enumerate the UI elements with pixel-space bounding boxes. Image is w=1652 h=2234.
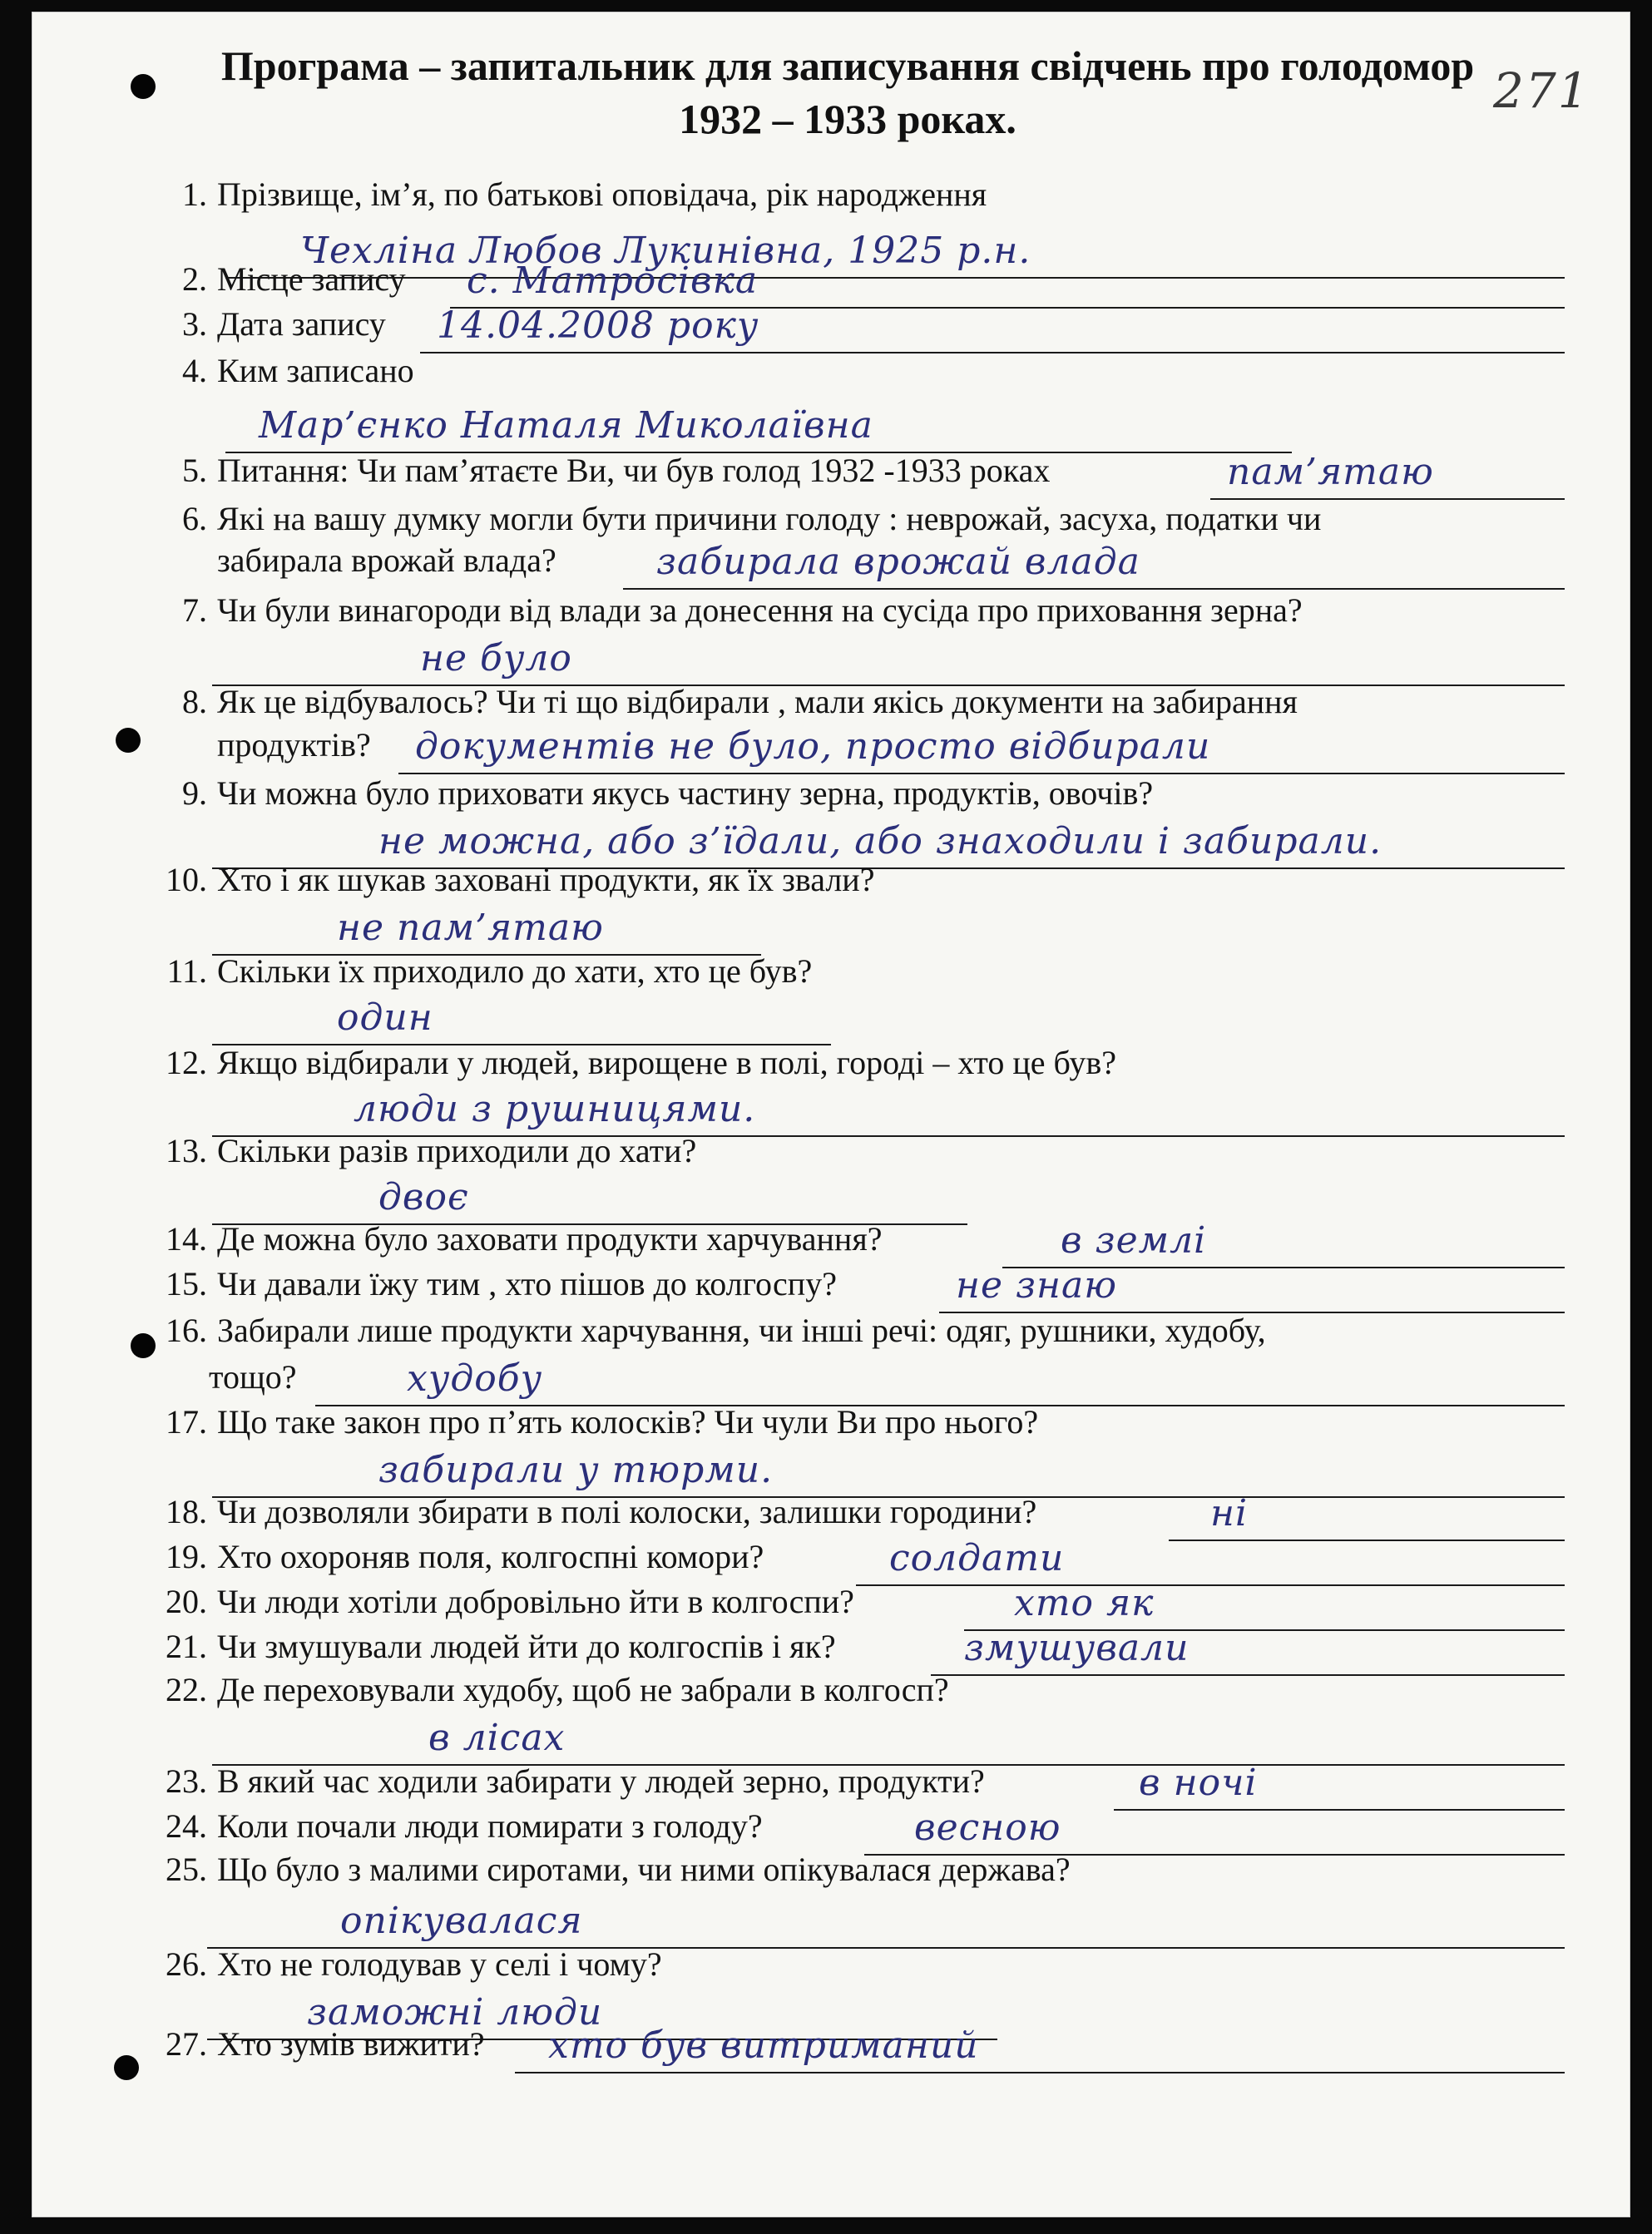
question-number: 13. xyxy=(166,1132,207,1169)
question-text: Як це відбувалось? Чи ті що відбирали , мали якісь документи на забирання xyxy=(217,683,1298,720)
question-18 xyxy=(149,1493,1036,1531)
question-text: Чи можна було приховати якусь частину зерна, продуктів, овочів? xyxy=(217,774,1154,812)
question-24 xyxy=(149,1807,763,1846)
question-text: Хто не голодував у селі і чому? xyxy=(217,1945,662,1983)
answer-handwriting: солдати xyxy=(889,1537,1065,1579)
question-number: 8. xyxy=(182,683,207,720)
question-number: 11. xyxy=(166,952,207,990)
question-27 xyxy=(149,2025,485,2063)
question-text: продуктів? xyxy=(217,726,371,764)
answer-line xyxy=(207,1900,1565,1949)
question-number: 6. xyxy=(182,500,207,537)
punch-hole xyxy=(131,74,156,99)
question-8-continued xyxy=(217,726,371,764)
answer-handwriting: не можна, або з’їдали, або знаходили і забирали. xyxy=(378,820,1382,862)
answer-handwriting: не знаю xyxy=(956,1264,1117,1307)
question-number: 20. xyxy=(166,1583,207,1620)
answer-handwriting: в землі xyxy=(1061,1219,1207,1262)
question-text: В який час ходили забирати у людей зерно, продукти? xyxy=(217,1762,985,1800)
question-text: Хто і як шукав заховані продукти, як їх звали? xyxy=(217,861,875,898)
question-number: 9. xyxy=(182,774,207,812)
question-number: 23. xyxy=(166,1762,207,1800)
answer-line xyxy=(856,1538,1565,1586)
answer-line xyxy=(964,1583,1565,1631)
question-number: 18. xyxy=(166,1493,207,1530)
question-21 xyxy=(149,1628,836,1666)
question-1 xyxy=(149,175,987,214)
punch-hole xyxy=(114,2055,139,2080)
question-17 xyxy=(149,1403,1038,1441)
answer-line xyxy=(212,907,761,956)
answer-handwriting: забирали у тюрми. xyxy=(378,1449,774,1491)
question-number: 2. xyxy=(182,260,207,298)
answer-handwriting: весною xyxy=(914,1806,1061,1849)
question-text: Дата запису xyxy=(217,305,386,343)
question-10 xyxy=(149,861,874,899)
question-text: Коли почали люди помирати з голоду? xyxy=(217,1807,763,1845)
question-13 xyxy=(149,1132,696,1170)
page-number: 271 xyxy=(1493,62,1590,119)
question-text: Що таке закон про п’ять колосків? Чи чули Ви про нього? xyxy=(217,1403,1039,1441)
answer-handwriting: заможні люди xyxy=(307,1991,603,2034)
question-text: Що було з малими сиротами, чи ними опікувалася держава? xyxy=(217,1851,1071,1888)
question-5 xyxy=(149,452,1050,490)
question-number: 10. xyxy=(166,861,207,898)
question-number: 7. xyxy=(182,591,207,629)
answer-handwriting: с. Матросівка xyxy=(467,259,759,302)
answer-line xyxy=(450,260,1565,309)
answer-line xyxy=(1210,452,1565,500)
question-14 xyxy=(149,1220,883,1258)
question-number: 17. xyxy=(166,1403,207,1441)
question-text: Скільки разів приходили до хати? xyxy=(217,1132,697,1169)
question-text: Ким записано xyxy=(217,352,414,389)
question-4 xyxy=(149,352,414,390)
question-15 xyxy=(149,1265,837,1303)
question-9 xyxy=(149,774,1153,813)
answer-handwriting: забирала врожай влада xyxy=(656,541,1140,583)
question-6 xyxy=(149,500,1321,538)
answer-line xyxy=(315,1358,1565,1406)
question-number: 5. xyxy=(182,452,207,489)
answer-handwriting: опікувалася xyxy=(340,1900,583,1942)
questionnaire-page xyxy=(32,12,1630,2217)
question-20 xyxy=(149,1583,854,1621)
question-number: 26. xyxy=(166,1945,207,1983)
answer-line xyxy=(864,1807,1565,1856)
punch-hole xyxy=(116,728,141,753)
question-number: 24. xyxy=(166,1807,207,1845)
answer-line xyxy=(515,2025,1565,2073)
question-7 xyxy=(149,591,1303,630)
question-16-continued xyxy=(209,1358,297,1396)
answer-handwriting: документів не було, просто відбирали xyxy=(415,725,1211,768)
answer-line xyxy=(1169,1493,1565,1541)
question-text: Хто охороняв поля, колгоспні комори? xyxy=(217,1538,764,1575)
answer-handwriting: не пам’ятаю xyxy=(337,907,604,949)
question-number: 1. xyxy=(182,175,207,213)
answer-line xyxy=(225,405,1292,453)
answer-handwriting: худобу xyxy=(407,1357,543,1400)
answer-handwriting: в лісах xyxy=(428,1717,566,1759)
question-number: 19. xyxy=(166,1538,207,1575)
answer-line xyxy=(931,1628,1565,1676)
question-25 xyxy=(149,1851,1071,1889)
question-3 xyxy=(149,305,386,344)
answer-line xyxy=(212,1089,1565,1137)
question-text: Забирали лише продукти харчування, чи інші речі: одяг, рушники, худобу, xyxy=(217,1312,1266,1349)
question-12 xyxy=(149,1044,1116,1082)
question-number: 27. xyxy=(166,2025,207,2063)
answer-line xyxy=(212,1718,1565,1766)
question-6-continued xyxy=(217,541,556,580)
answer-handwriting: пам’ятаю xyxy=(1227,451,1434,493)
question-text: тощо? xyxy=(209,1358,297,1396)
answer-handwriting: ні xyxy=(1210,1492,1249,1535)
answer-handwriting: змушували xyxy=(964,1627,1190,1669)
question-text: Де можна було заховати продукти харчування? xyxy=(217,1220,883,1258)
answer-line xyxy=(212,638,1565,686)
answer-line xyxy=(1114,1762,1565,1811)
question-text: Хто зумів вижити? xyxy=(217,2025,485,2063)
question-26 xyxy=(149,1945,662,1984)
question-number: 15. xyxy=(166,1265,207,1302)
question-text: Якщо відбирали у людей, вирощене в полі, городі – хто це був? xyxy=(217,1044,1116,1081)
answer-line xyxy=(1002,1220,1565,1268)
answer-handwriting: в ночі xyxy=(1139,1762,1258,1804)
question-number: 3. xyxy=(182,305,207,343)
answer-handwriting: Мар’єнко Наталя Миколаївна xyxy=(259,404,873,447)
question-text: Які на вашу думку могли бути причини голоду : неврожай, засуха, податки чи xyxy=(217,500,1322,537)
question-text: Чи змушували людей йти до колгоспів і як? xyxy=(217,1628,836,1665)
question-text: забирала врожай влада? xyxy=(217,541,556,579)
page-title: Програма – запитальник для записування свідчень про голодомор 1932 – 1933 роках. xyxy=(220,42,1475,142)
question-text: Чи дозволяли збирати в полі колоски, залишки городини? xyxy=(217,1493,1037,1530)
answer-handwriting: один xyxy=(337,996,433,1039)
answer-line xyxy=(623,541,1565,590)
answer-handwriting: 14.04.2008 року xyxy=(437,304,759,347)
answer-handwriting: люди з рушницями. xyxy=(354,1088,756,1130)
answer-line xyxy=(212,1177,967,1225)
question-2 xyxy=(149,260,406,299)
question-text: Чи люди хотіли добровільно йти в колгоспи? xyxy=(217,1583,854,1620)
answer-handwriting: не було xyxy=(420,637,572,680)
answer-line xyxy=(212,1450,1565,1498)
question-text: Місце запису xyxy=(217,260,406,298)
answer-handwriting: хто був витриманий xyxy=(548,2024,979,2067)
question-text: Прізвище, ім’я, по батькові оповідача, рік народження xyxy=(217,175,987,213)
question-number: 16. xyxy=(166,1312,207,1349)
question-number: 12. xyxy=(166,1044,207,1081)
question-text: Питання: Чи пам’ятаєте Ви, чи був голод 1932 -1933 роках xyxy=(217,452,1051,489)
question-16 xyxy=(149,1312,1266,1350)
question-text: Чи давали їжу тим , хто пішов до колгоспу? xyxy=(217,1265,837,1302)
answer-handwriting: двоє xyxy=(378,1176,469,1218)
question-text: Скільки їх приходило до хати, хто це був? xyxy=(217,952,813,990)
question-number: 21. xyxy=(166,1628,207,1665)
answer-line xyxy=(398,726,1565,774)
question-text: Де переховували худобу, щоб не забрали в колгосп? xyxy=(217,1671,949,1708)
question-text: Чи були винагороди від влади за донесення на сусіда про приховання зерна? xyxy=(217,591,1303,629)
question-23 xyxy=(149,1762,985,1801)
question-19 xyxy=(149,1538,764,1576)
question-number: 4. xyxy=(182,352,207,389)
question-number: 25. xyxy=(166,1851,207,1888)
question-number: 14. xyxy=(166,1220,207,1258)
answer-line xyxy=(939,1265,1565,1313)
question-11 xyxy=(149,952,812,991)
answer-line xyxy=(420,305,1565,353)
answer-line xyxy=(212,997,831,1045)
answer-handwriting: Чехліна Любов Лукинівна, 1925 р.н. xyxy=(300,230,1031,272)
question-22 xyxy=(149,1671,949,1709)
question-8 xyxy=(149,683,1298,721)
question-number: 22. xyxy=(166,1671,207,1708)
answer-handwriting: хто як xyxy=(1014,1582,1155,1624)
